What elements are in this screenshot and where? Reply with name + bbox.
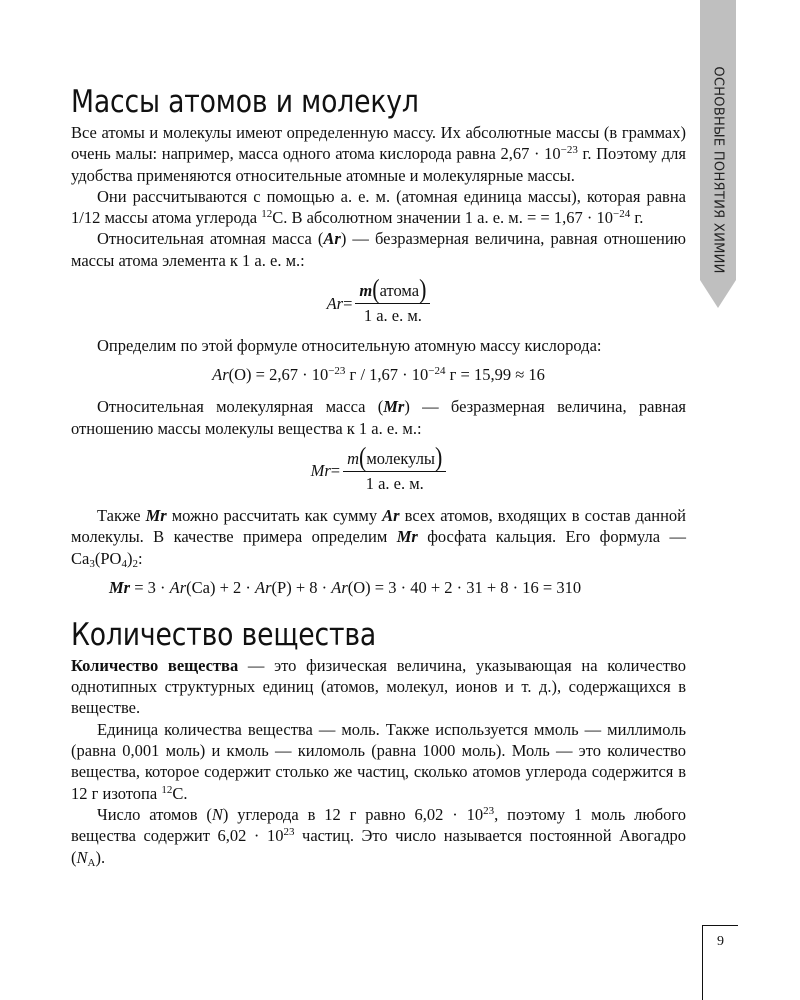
section-title-masses: Массы атомов и молекул [71, 84, 419, 120]
section-title-amount: Количество вещества [71, 616, 377, 653]
page-content [71, 82, 686, 868]
paragraph-amu: Они рассчитываются с помощью а. е. м. (атомная единица массы), которая равна 1/12 массы атома углерода $^{12}$С. В абсолютном значении 1 а. е. м. = = $1,67 \cdot 10^{-24}$ г. [71, 186, 686, 228]
side-tab-arrow [700, 280, 736, 308]
page-number: 9 [702, 925, 738, 1000]
formula-ar: Ar = $\frac{\text{m(атома)}}{1 а. е. м.}$ [71, 280, 686, 327]
paragraph-absolute-masses: Все атомы и молекулы имеют определенную массу. Их абсолютные массы (в граммах) очень малы: например, масса одного атома кислорода равна $2,67 \cdot 10^{-23}$ г. Поэтому для удобства применяются относительные атомные и молекулярные массы. [71, 123, 686, 185]
formula-mr: Mr = $\frac{\text{m(молекулы)}}{1 а. е. м.}$ [71, 448, 686, 495]
paragraph-avogadro: Число атомов (N) углерода в 12 г равно $6,02 \cdot 10^{23}$, поэтому 1 моль любого вещества содержит $6,02 \cdot 10^{23}$ частиц. Это число называется постоянной Авогадро $(N_A)$. [71, 804, 687, 869]
paragraph-mr-definition: Относительная молекулярная масса (Mr) — безразмерная величина, равная отношению массы молекулы вещества к 1 а. е. м.: [71, 397, 686, 438]
paragraph-amount-definition: Количество вещества — это физическая величина, указывающая на количество однотипных структурных единиц (атомов, молекул, ионов и т. д.), содержащихся в веществе. [71, 655, 686, 718]
paragraph-mole: Единица количества вещества — моль. Также используется ммоль — миллимоль (равна 0,001 моль) и кмоль — киломоль (равна 1000 моль). Моль — это количество вещества, которое содержит столько же частиц, сколько атомов углерода содержится в 12 г изотопа $^{12}$C. [71, 719, 686, 803]
paragraph-calcium-phosphate: Также Mr можно рассчитать как сумму Ar всех атомов, входящих в состав данной молекулы. В качестве примера определим Mr фосфата кальция. Его формула — $Ca_3(PO_4)_2$: [71, 505, 687, 570]
equation-calcium-phosphate: Mr = 3 · Ar(Ca) + 2 · Ar(P) + 8 · Ar(O) = 3 · 40 + 2 · 31 + 8 · 16 = 310 [109, 577, 582, 597]
equation-oxygen: $Ar(O) = 2,67 \cdot 10^{-23}$ $г / 1,67 \cdot 10^{-24}$ г = 15,99 ≈ 16 [212, 365, 545, 385]
paragraph-oxygen-example: Определим по этой формуле относительную атомную массу кислорода: [97, 336, 602, 356]
paragraph-ar-definition: Относительная атомная масса (Ar) — безразмерная величина, равная отношению массы атома элемента к 1 а. е. м.: [71, 229, 687, 270]
side-tab-label: ОСНОВНЫЕ ПОНЯТИЯ ХИМИИ [710, 66, 726, 274]
